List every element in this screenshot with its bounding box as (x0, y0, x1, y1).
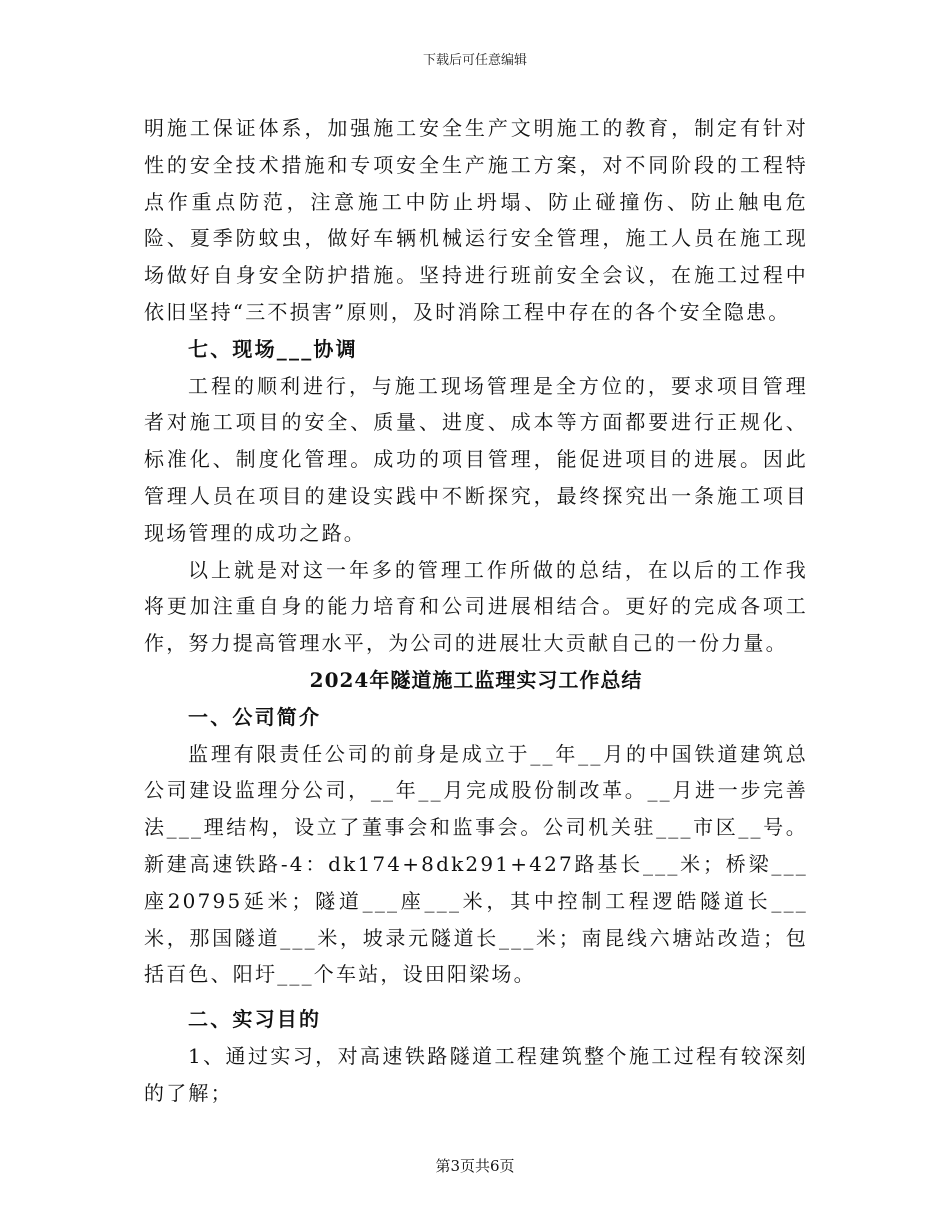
paragraph-company-intro: 监理有限责任公司的前身是成立于__年__月的中国铁道建筑总公司建设监理分公司，__年__月完成股份制改革。__月进一步完善法___理结构，设立了董事会和监事会。公司机关驻___市区__号。新建高速铁路-4：dk174+8dk291+427路基长___米；桥梁___座20795延米；隧道___座___米，其中控制工程逻皓隧道长___米，那国隧道___米，坡录元隧道长___米；南昆线六塘站改造；包括百色、阳圩___个车站，设田阳梁场。 (144, 741, 808, 987)
section-heading-company-intro: 一、公司简介 (188, 704, 322, 729)
paragraph-site-management: 工程的顺利进行，与施工现场管理是全方位的，要求项目管理者对施工项目的安全、质量、进度、成本等方面都要进行正规化、标准化、制度化管理。成功的项目管理，能促进项目的进展。因此管理人员在项目的建设实践中不断探究，最终探究出一条施工项目现场管理的成功之路。 (144, 373, 808, 545)
paragraph-summary-conclusion: 以上就是对这一年多的管理工作所做的总结，在以后的工作我将更加注重自身的能力培育和公司进展相结合。更好的完成各项工作，努力提高管理水平，为公司的进展壮大贡献自己的一份力量。 (144, 557, 808, 656)
section-heading-site-coordination: 七、现场___协调 (188, 336, 358, 361)
paragraph-safety-continued: 明施工保证体系，加强施工安全生产文明施工的教育，制定有针对性的安全技术措施和专项安全生产施工方案，对不同阶段的工程特点作重点防范，注意施工中防止坍塌、防止碰撞伤、防止触电危险、夏季防蚊虫，做好车辆机械运行安全管理，施工人员在施工现场做好自身安全防护措施。坚持进行班前安全会议，在施工过程中依旧坚持“三不损害”原则，及时消除工程中存在的各个安全隐患。 (144, 116, 808, 324)
document-body (144, 110, 808, 1112)
section-heading-internship-purpose: 二、实习目的 (188, 1007, 322, 1032)
paragraph-purpose-item-1: 1、通过实习，对高速铁路隧道工程建筑整个施工过程有较深刻的了解； (144, 1043, 808, 1105)
page-number-footer: 第3页共6页 (435, 1157, 515, 1175)
document-title: 2024年隧道施工监理实习工作总结 (309, 667, 643, 692)
page-header-note: 下载后可任意编辑 (422, 53, 527, 68)
